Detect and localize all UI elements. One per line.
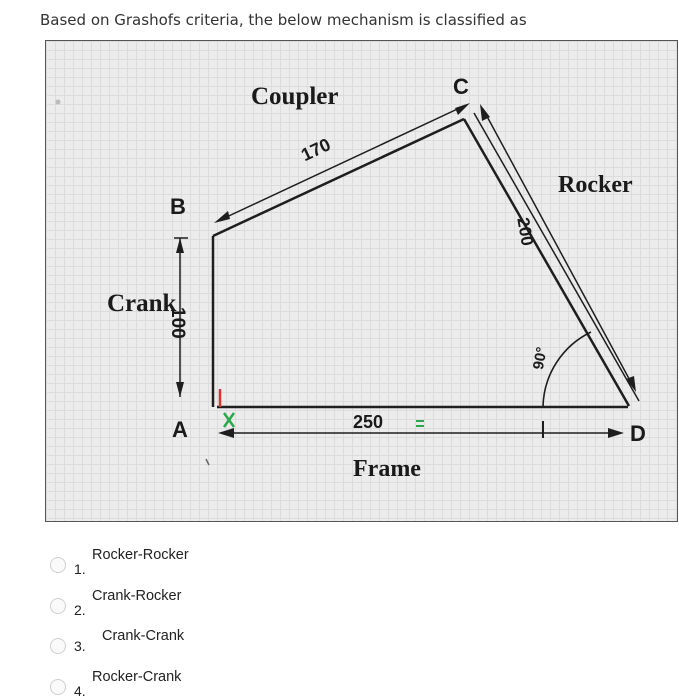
option-1-number: 1. (74, 561, 86, 577)
option-4-number: 4. (74, 683, 86, 699)
point-b-label: B (170, 194, 186, 219)
coupler-label: Coupler (251, 83, 339, 110)
question-text: Based on Grashofs criteria, the below mechanism is classified as (40, 11, 527, 29)
frame-arrow-left (218, 428, 234, 438)
rocker-dimension: 200 (513, 216, 537, 248)
frame-green-marker-left (224, 413, 234, 427)
point-c-label: C (453, 74, 469, 99)
crank-arrow-bottom (176, 382, 184, 397)
coupler-dimension-line (218, 105, 466, 221)
frame-dimension: 250 (353, 412, 384, 432)
rocker-link-edge (474, 113, 639, 401)
option-4[interactable] (50, 667, 270, 700)
option-3-label[interactable]: Crank-Crank (102, 628, 185, 644)
angle-dimension: 90° (530, 345, 551, 371)
point-d-label: D (630, 421, 646, 446)
option-2-number: 2. (74, 602, 86, 618)
crank-arrow-top (176, 238, 184, 253)
coupler-link (213, 119, 464, 236)
option-4-radio[interactable] (50, 679, 66, 695)
rocker-dimension-line (483, 109, 633, 386)
four-bar-linkage-diagram (46, 41, 678, 522)
option-1[interactable] (50, 545, 270, 583)
stray-dot (56, 100, 61, 105)
rocker-arrow-bottom (626, 376, 636, 392)
crank-label: Crank (107, 290, 177, 317)
crank-dimension: 100 (167, 307, 188, 339)
point-a-tick (206, 459, 209, 465)
frame-green-marker-right (416, 421, 424, 426)
angle-arc (543, 332, 591, 407)
option-1-label[interactable]: Rocker-Rocker (92, 547, 189, 563)
option-3-radio[interactable] (50, 638, 66, 654)
option-3-number: 3. (74, 638, 86, 654)
coupler-dimension: 170 (298, 134, 334, 166)
frame-label: Frame (353, 456, 421, 482)
option-3[interactable] (50, 626, 270, 664)
coupler-arrow-right (455, 103, 470, 115)
option-2-label[interactable]: Crank-Rocker (92, 588, 182, 604)
option-2[interactable] (50, 586, 270, 624)
option-4-label[interactable]: Rocker-Crank (92, 669, 182, 685)
point-a-label: A (172, 417, 188, 442)
coupler-arrow-left (214, 211, 230, 223)
option-2-radio[interactable] (50, 598, 66, 614)
option-1-radio[interactable] (50, 557, 66, 573)
rocker-label: Rocker (558, 172, 633, 198)
frame-arrow-right (608, 428, 624, 438)
mechanism-figure (45, 40, 678, 522)
